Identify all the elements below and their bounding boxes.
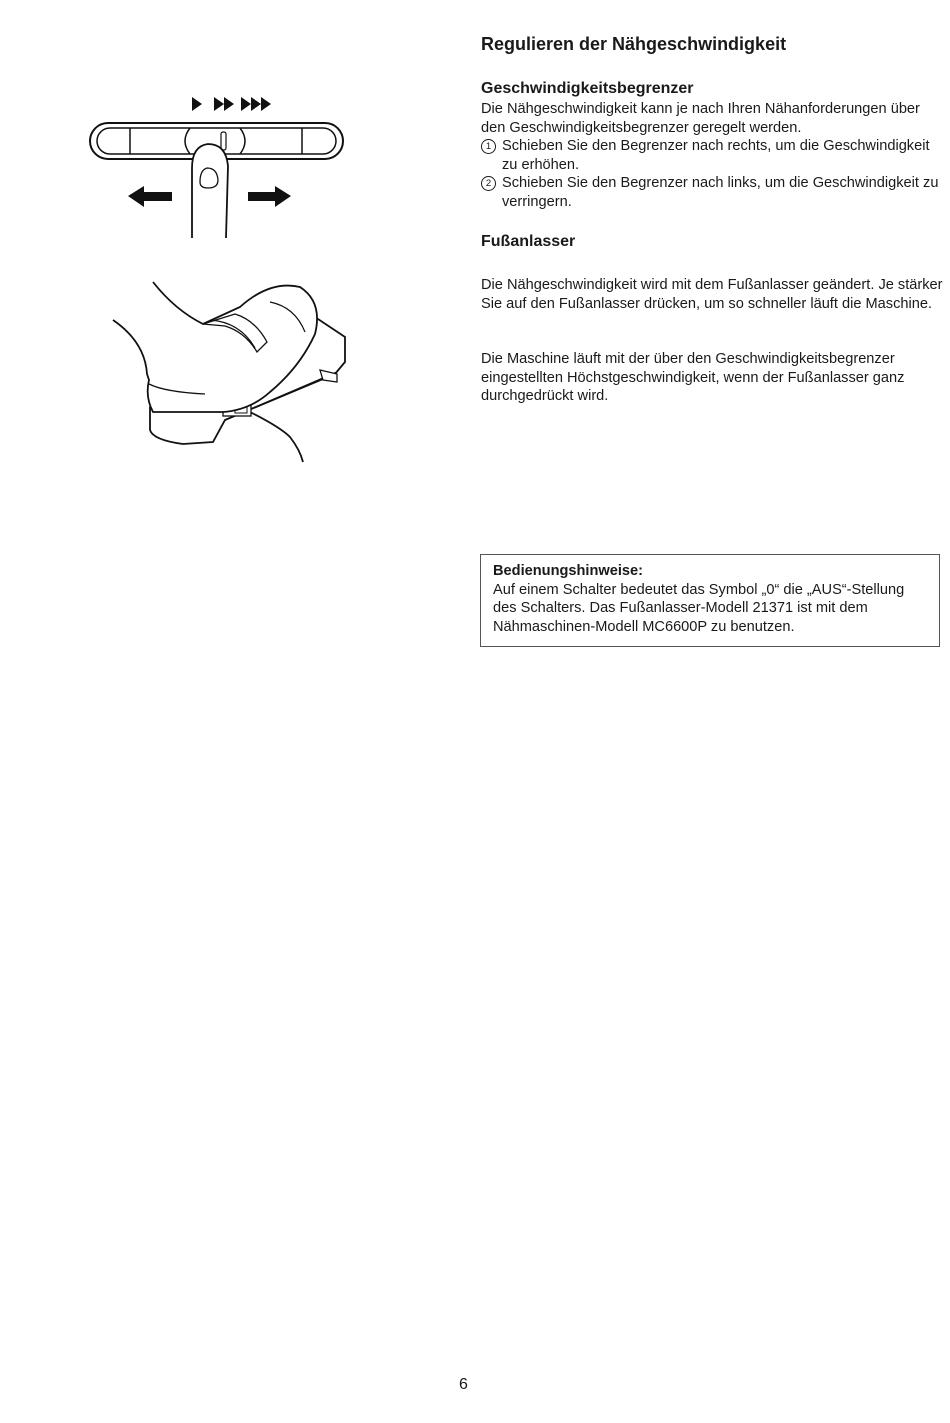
limiter-steps bbox=[481, 137, 941, 211]
step-number: 2 bbox=[481, 176, 496, 191]
arrow-left-icon bbox=[128, 186, 172, 207]
foot-control-heading: Fußanlasser bbox=[481, 233, 576, 250]
arrow-right-icon bbox=[248, 186, 291, 207]
limiter-heading: Geschwindigkeitsbegrenzer bbox=[481, 80, 694, 97]
step-number: 1 bbox=[481, 139, 496, 154]
list-item bbox=[481, 174, 941, 211]
speed-limiter-illustration bbox=[80, 90, 380, 250]
foot-control-illustration bbox=[105, 262, 365, 472]
limiter-intro: Die Nähgeschwindigkeit kann je nach Ihren Nähanforderungen über den Geschwindigkeitsbegrenzer geregelt werden. bbox=[481, 101, 920, 136]
speed-indicator-icon bbox=[192, 97, 271, 111]
notice-title: Bedienungshinweise: bbox=[493, 563, 644, 579]
page-number: 6 bbox=[459, 1376, 468, 1393]
step-text: Schieben Sie den Begrenzer nach links, um die Geschwindigkeit zu verringern. bbox=[502, 175, 939, 210]
notice-text: Auf einem Schalter bedeutet das Symbol „0“ die „AUS“-Stellung des Schalters. Das Fußanlasser-Modell 21371 ist mit dem Nähmaschinen-Modell MC6600P zu benutzen. bbox=[493, 581, 905, 635]
notice-box bbox=[480, 554, 940, 647]
step-text: Schieben Sie den Begrenzer nach rechts, um die Geschwindigkeit zu erhöhen. bbox=[502, 138, 930, 173]
foot-control-paragraph-2: Die Maschine läuft mit der über den Geschwindigkeitsbegrenzer eingestellten Höchstgeschwindigkeit, wenn der Fußanlasser ganz durchgedrückt wird. bbox=[481, 351, 905, 405]
list-item bbox=[481, 137, 941, 174]
foot-control-paragraph-1: Die Nähgeschwindigkeit wird mit dem Fußanlasser geändert. Je stärker Sie auf den Fußanlasser drücken, um so schneller läuft die Maschine. bbox=[481, 277, 943, 312]
page-title: Regulieren der Nähgeschwindigkeit bbox=[481, 34, 787, 54]
